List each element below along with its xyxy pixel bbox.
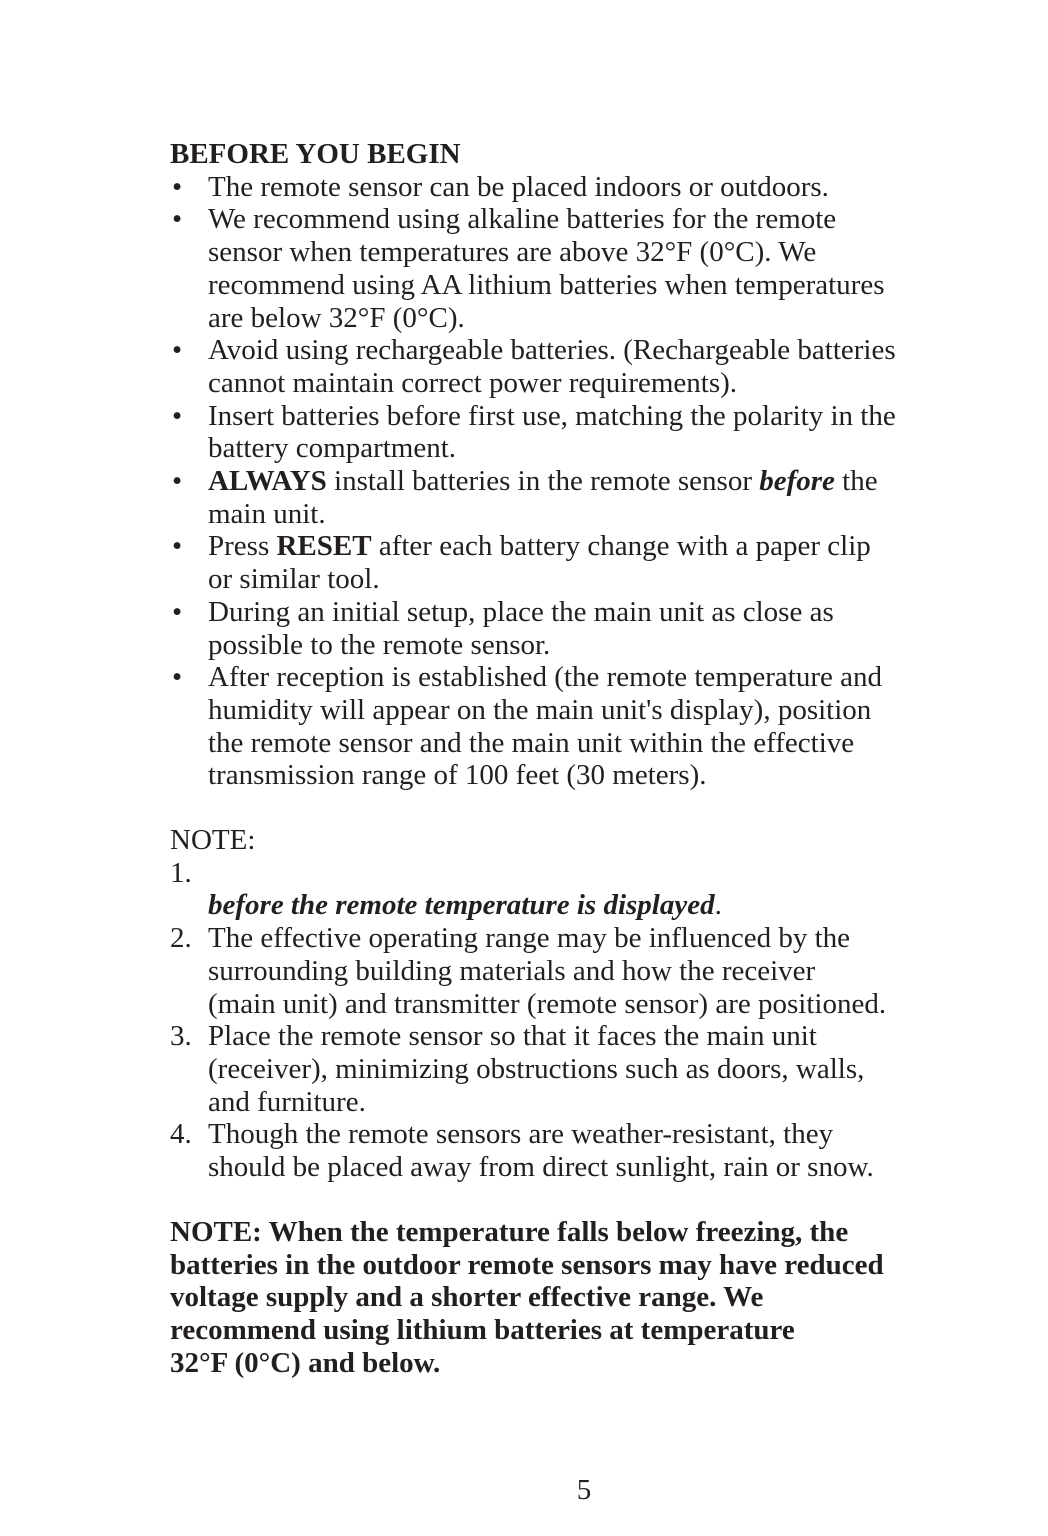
bullet-item: • ALWAYS install batteries in the remote sensor before the main unit. xyxy=(170,465,1000,530)
note-number: 4. xyxy=(170,1118,192,1151)
bullet-item: • During an initial setup, place the main unit as close as possible to the remote sensor. xyxy=(170,596,1000,661)
note-item: 2. The effective operating range may be influenced by the surrounding building materials and how the receiver (main unit) and transmitter (remote sensor) are positioned. xyxy=(170,922,887,1020)
emphasis-before: before xyxy=(759,465,835,498)
bullet-item: • Insert batteries before first use, matching the polarity in the battery compartment. xyxy=(170,400,1000,465)
bullet-item: • After reception is established (the remote temperature and humidity will appear on the main unit's display), position the remote sensor and the main unit within the effective transmission range of 100 feet (30 meters). xyxy=(170,661,1000,792)
page-number: 5 xyxy=(576,1474,592,1506)
note-label: NOTE: xyxy=(170,824,256,857)
emphasis-before-display: before the remote temperature is displayed xyxy=(208,889,715,922)
note-item: 4. Though the remote sensors are weather-resistant, they should be placed away from direct sunlight, rain or snow. xyxy=(170,1118,874,1184)
emphasis-always: ALWAYS xyxy=(208,465,327,498)
note-numbered-list xyxy=(170,857,1000,1184)
note-number: 2. xyxy=(170,922,192,955)
note-number: 1. xyxy=(170,856,192,889)
preparation-bullet-list xyxy=(170,171,1000,792)
bullet-item: • Avoid using rechargeable batteries. (Rechargeable batteries cannot maintain correct power requirements). xyxy=(170,334,1000,399)
bullet-item: • Press RESET after each battery change with a paper clip or similar tool. xyxy=(170,530,1000,595)
note-item: 1. before the remote temperature is displayed. xyxy=(170,856,722,922)
note-number: 3. xyxy=(170,1020,192,1053)
section-heading: BEFORE YOU BEGIN xyxy=(170,138,461,170)
manual-page xyxy=(170,138,1000,1379)
note-item: 3. Place the remote sensor so that it faces the main unit (receiver), minimizing obstructions such as doors, walls, and furniture. xyxy=(170,1020,865,1118)
emphasis-reset: RESET xyxy=(276,530,372,563)
freezing-warning-note: NOTE: When the temperature falls below freezing, the batteries in the outdoor remote sensors may have reduced voltage supply and a shorter effective range. We recommend using lithium batteries at temperature 32°F (0°C) and below. xyxy=(170,1215,884,1379)
bullet-item: • The remote sensor can be placed indoors or outdoors. xyxy=(170,171,1000,204)
bullet-item: • We recommend using alkaline batteries for the remote sensor when temperatures are above 32°F (0°C). We recommend using AA lithium batteries when temperatures are below 32°F (0°C). xyxy=(170,203,1000,334)
